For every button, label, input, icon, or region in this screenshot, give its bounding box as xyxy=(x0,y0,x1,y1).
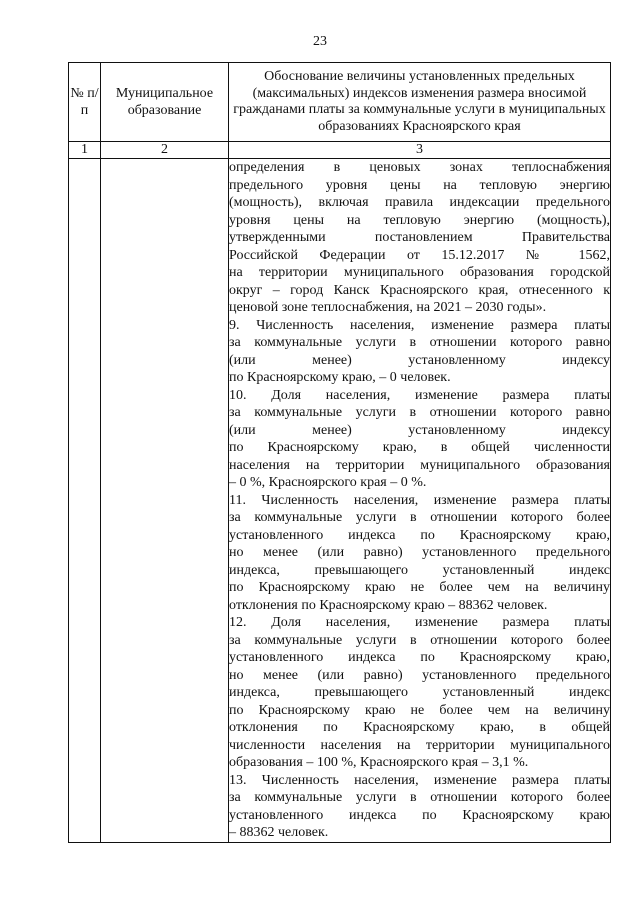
text-line: Российской Федерации от 15.12.2017 № 1562, xyxy=(229,247,610,263)
row-municipality-cell xyxy=(101,159,229,843)
text-line: по Красноярскому краю, в общей численности xyxy=(229,440,610,455)
text-line: по Красноярскому краю не более чем на величину xyxy=(229,580,610,595)
text-line: но менее (или равно) установленного предельного xyxy=(229,545,610,560)
text-line: ценовой зоне теплоснабжения, на 2021 – 2030 годы». xyxy=(229,300,547,315)
text-line: численности населения на территории муниципального xyxy=(229,737,610,753)
justification-table xyxy=(68,62,611,843)
text-line: определения в ценовых зонах теплоснабжения xyxy=(229,160,610,175)
text-line: предельного уровня цены на тепловую энергию xyxy=(229,177,610,193)
header-justification-column: Обоснование величины установленных предельных (максимальных) индексов изменения размера вносимой гражданами платы за коммунальные услуги в муниципальных образованиях Красноярского края xyxy=(229,63,611,142)
column-number-1: 1 xyxy=(69,142,101,159)
text-line: по Красноярскому краю, – 0 человек. xyxy=(229,370,451,385)
text-line: образования – 100 %, Красноярского края – 3,1 %. xyxy=(229,755,529,770)
text-line: отклонения по Красноярскому краю – 88362 человек. xyxy=(229,597,548,613)
justification-text xyxy=(229,159,610,842)
text-line: 9. Численность населения, изменение размера платы xyxy=(229,317,610,333)
text-line: 13. Численность населения, изменение размера платы xyxy=(229,772,610,788)
text-line: индекса, превышающего установленный индекс xyxy=(229,685,610,700)
text-line: утвержденными постановлением Правительства xyxy=(229,230,610,245)
text-line: (или менее) установленному индексу xyxy=(229,422,610,438)
text-line: установленного индекса по Красноярскому краю, xyxy=(229,527,610,543)
text-line: – 88362 человек. xyxy=(229,825,329,840)
row-number-cell xyxy=(69,159,101,843)
text-line: 10. Доля населения, изменение размера платы xyxy=(229,387,610,403)
table-header-row xyxy=(69,63,611,142)
text-line: за коммунальные услуги в отношении которого более xyxy=(229,632,610,648)
text-line: – 0 %, Красноярского края – 0 %. xyxy=(229,475,427,490)
column-number-3: 3 xyxy=(229,142,611,159)
text-line: но менее (или равно) установленного предельного xyxy=(229,667,610,683)
text-line: установленного индекса по Красноярскому краю xyxy=(229,807,610,823)
text-line: населения на территории муниципального образования xyxy=(229,457,610,473)
text-line: 11. Численность населения, изменение размера платы xyxy=(229,492,610,508)
text-line: по Красноярскому краю не более чем на величину xyxy=(229,702,610,718)
text-line: уровня цены на тепловую энергию (мощность), xyxy=(229,212,610,228)
text-line: за коммунальные услуги в отношении которого равно xyxy=(229,335,610,350)
text-line: 12. Доля населения, изменение размера платы xyxy=(229,615,610,630)
text-line: индекса, превышающего установленный индекс xyxy=(229,562,610,578)
header-number-column: № п/п xyxy=(69,63,101,142)
text-line: на территории муниципального образования городской xyxy=(229,265,610,280)
table-row xyxy=(69,159,611,843)
text-line: (мощность), включая правила индексации предельного xyxy=(229,195,610,210)
text-line: за коммунальные услуги в отношении которого равно xyxy=(229,405,610,420)
text-line: за коммунальные услуги в отношении которого более xyxy=(229,510,610,525)
row-justification-cell xyxy=(229,159,611,843)
text-line: (или менее) установленному индексу xyxy=(229,352,610,368)
text-line: установленного индекса по Красноярскому краю, xyxy=(229,650,610,665)
page-number: 23 xyxy=(313,34,327,49)
column-numbers-row xyxy=(69,142,611,159)
header-municipality-column: Муниципальное образование xyxy=(101,63,229,142)
text-line: отклонения по Красноярскому краю, в общей xyxy=(229,720,610,735)
column-number-2: 2 xyxy=(101,142,229,159)
text-line: округ – город Канск Красноярского края, отнесенного к xyxy=(229,282,610,298)
text-line: за коммунальные услуги в отношении которого более xyxy=(229,790,610,805)
